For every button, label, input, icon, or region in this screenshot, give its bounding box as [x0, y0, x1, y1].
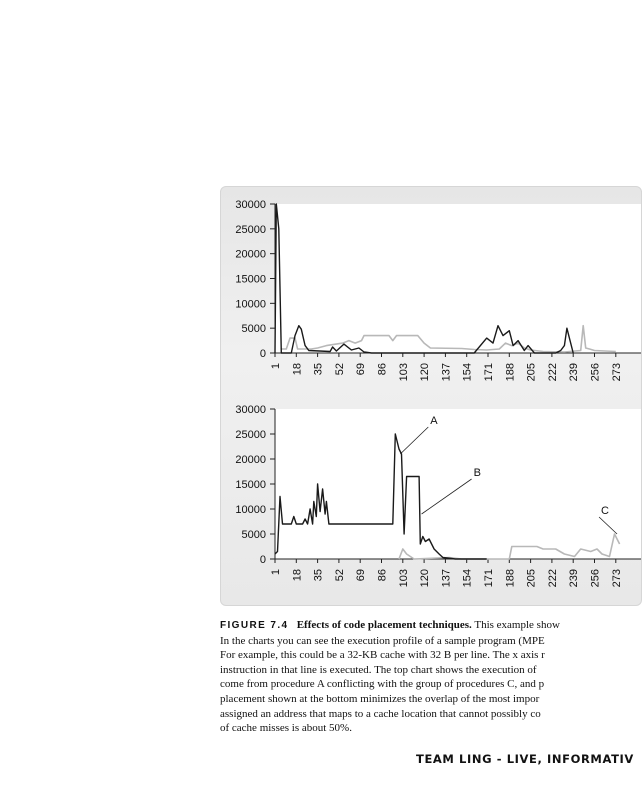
- x-tick-label: 120: [419, 569, 432, 588]
- caption-line: In the charts you can see the execution profile of a sample program (MPE: [220, 634, 545, 647]
- y-tick-label: 15000: [235, 479, 266, 491]
- y-tick-label: 5000: [241, 323, 266, 336]
- x-tick-label: 86: [376, 363, 389, 376]
- x-tick-label: 256: [589, 363, 602, 382]
- caption-title: Effects of code placement techniques.: [296, 619, 472, 631]
- annotation-label-c: C: [601, 505, 610, 517]
- x-tick-label: 256: [589, 569, 602, 588]
- figure-charts: [221, 187, 641, 605]
- x-tick-label: 205: [525, 363, 538, 382]
- y-tick-label: 30000: [235, 404, 266, 416]
- caption-line: instruction in that line is executed. The top chart shows the execution of: [220, 663, 537, 676]
- x-tick-label: 239: [568, 569, 581, 588]
- y-tick-label: 0: [259, 348, 266, 360]
- caption-line: placement shown at the bottom minimizes the overlap of the most impor: [220, 692, 540, 705]
- x-tick-label: 69: [355, 363, 368, 376]
- x-tick-label: 137: [440, 569, 453, 588]
- plot-area: [275, 204, 641, 353]
- x-tick-label: 52: [333, 363, 346, 376]
- x-tick-label: 69: [355, 569, 368, 582]
- figure-caption: [220, 618, 640, 736]
- caption-text: This example show: [474, 619, 560, 631]
- x-tick-label: 137: [440, 363, 453, 382]
- x-tick-label: 52: [333, 569, 346, 582]
- x-tick-label: 222: [546, 569, 559, 588]
- y-tick-label: 25000: [235, 429, 266, 441]
- plot-area: [275, 409, 641, 559]
- y-tick-label: 20000: [235, 454, 266, 466]
- y-tick-label: 30000: [235, 199, 266, 211]
- caption-line: come from procedure A conflicting with the group of procedures C, and p: [220, 678, 545, 691]
- annotation-label-a: A: [430, 415, 438, 427]
- chart-bottom: [235, 404, 641, 587]
- y-tick-label: 15000: [235, 273, 266, 286]
- caption-line: of cache misses is about 50%.: [220, 722, 352, 735]
- x-tick-label: 205: [525, 569, 538, 588]
- x-tick-label: 35: [312, 569, 325, 582]
- x-tick-label: 35: [312, 363, 325, 376]
- x-tick-label: 18: [291, 569, 304, 582]
- caption-line: assigned an address that maps to a cache location that cannot possibly co: [220, 707, 541, 720]
- chart-top: [235, 199, 641, 381]
- x-tick-label: 171: [483, 363, 495, 382]
- y-tick-label: 25000: [235, 223, 266, 236]
- x-tick-label: 239: [568, 363, 581, 382]
- x-tick-label: 188: [504, 569, 517, 588]
- y-tick-label: 20000: [235, 248, 266, 261]
- x-tick-label: 1: [270, 363, 282, 370]
- x-tick-label: 120: [419, 363, 432, 382]
- x-tick-label: 103: [397, 569, 410, 588]
- y-tick-label: 10000: [235, 504, 266, 516]
- x-tick-label: 103: [397, 363, 410, 382]
- caption-line: For example, this could be a 32-KB cache with 32 B per line. The x axis r: [220, 649, 545, 662]
- x-tick-label: 18: [291, 363, 304, 376]
- x-tick-label: 154: [461, 363, 474, 382]
- y-tick-label: 5000: [241, 529, 266, 541]
- x-tick-label: 188: [504, 363, 517, 382]
- x-tick-label: 222: [546, 363, 559, 382]
- x-tick-label: 154: [461, 569, 474, 588]
- y-tick-label: 10000: [235, 298, 266, 311]
- x-tick-label: 1: [270, 569, 282, 576]
- caption-line-1: [220, 618, 640, 634]
- y-tick-label: 0: [259, 554, 266, 566]
- annotation-label-b: B: [473, 467, 481, 479]
- figure-panel: [220, 186, 642, 606]
- x-tick-label: 273: [610, 363, 623, 382]
- footer-watermark: TEAM LING - LIVE, INFORMATIV: [416, 752, 634, 766]
- caption-label: FIGURE 7.4: [220, 620, 289, 631]
- x-tick-label: 171: [483, 569, 495, 588]
- x-tick-label: 86: [376, 569, 389, 582]
- x-tick-label: 273: [610, 569, 623, 588]
